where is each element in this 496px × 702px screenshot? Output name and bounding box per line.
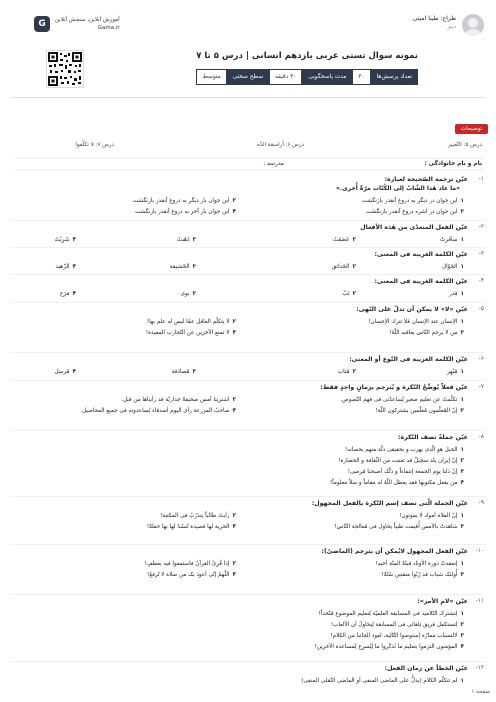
question-text: عیّن جملةً تصف النّکرة:	[397, 434, 468, 441]
stat-questions-value: ۳۰	[352, 69, 370, 85]
question-number: ۱۰-	[475, 548, 484, 554]
option-number: ۲	[232, 198, 236, 204]
question-text: عیّن الکلمة الغریبة فی المعنی:	[374, 278, 468, 285]
answer-option[interactable]	[146, 330, 236, 336]
stat-difficulty-label: سطح سختی	[227, 69, 269, 85]
question-text: عیّن الفعل المجهول لایُمکن أن یترجم (الماضیُ):	[321, 548, 468, 555]
brand-title: آموزش آنلاین، سنجش آنلاین	[55, 17, 120, 23]
question-text: عیّن الکلمة الغریبة فی المعنی:	[374, 251, 468, 258]
brand-logo: G	[34, 16, 50, 32]
option-number: ۳	[460, 633, 464, 639]
question-divider	[10, 496, 486, 497]
avatar	[462, 14, 484, 36]
option-number: ۳	[460, 209, 464, 215]
option-number: ۴	[232, 572, 236, 578]
option-number: ۱	[460, 291, 464, 297]
name-label: نام و نام خانوادگی :	[424, 161, 482, 167]
lesson-item: درس ۷: لا تكلّفوا	[75, 142, 114, 148]
question-divider	[10, 220, 486, 221]
option-number: ۴	[72, 237, 76, 243]
answer-option[interactable]	[60, 291, 76, 297]
option-number: ۴	[232, 209, 236, 215]
option-text: شاهدتُ بالأمس أُقیمت طبیاً یحاول فی مُعالجة النّاس!	[334, 524, 458, 530]
answer-option[interactable]	[145, 561, 236, 567]
option-text: مُرسِل	[54, 369, 70, 375]
option-text: لم تتکلّم الکلام (یدلُّ علی الماضی المنفی أو الماضی النّقلی المنفی)	[301, 678, 458, 684]
option-text: این جوان بار دیگر به دروغ آنقدر بازنگشت	[132, 198, 230, 204]
answer-option[interactable]	[181, 291, 196, 297]
question-divider	[10, 430, 486, 431]
stat-duration-value: ۳۰ دقیقه	[269, 69, 302, 85]
question-number: ۴-	[478, 278, 484, 284]
question-number: ۳-	[478, 251, 484, 257]
option-number: ۴	[72, 291, 76, 297]
answer-option[interactable]	[440, 237, 464, 243]
answer-option[interactable]	[135, 209, 236, 215]
answer-option[interactable]	[177, 237, 196, 243]
answer-option[interactable]	[334, 524, 464, 530]
question-text: عیّن «لا» لا یمکن أن تدلّ علی النّهی:	[356, 306, 468, 313]
option-text: سافَرتُ	[440, 237, 458, 243]
option-number: ۴	[460, 644, 464, 650]
option-number: ۲	[460, 622, 464, 628]
option-number: ۱	[460, 319, 464, 325]
question-number: ۷-	[478, 384, 484, 390]
question-divider	[10, 544, 486, 545]
question-number: ۶-	[478, 356, 484, 362]
question-number: ۱۲-	[475, 665, 484, 671]
answer-option[interactable]	[338, 458, 464, 464]
answer-option[interactable]	[375, 561, 464, 567]
answer-option[interactable]	[345, 447, 464, 453]
lesson-item: درس ۵: التّغییر	[447, 142, 482, 148]
lesson-item: درس ۶: آراسقة الدّه	[257, 142, 304, 148]
answer-option[interactable]	[442, 264, 464, 270]
answer-option[interactable]	[399, 513, 464, 519]
option-text: اشترینا أمس صحیفةً جداریّة قد رأیناها من قبل.	[121, 397, 230, 403]
answer-option[interactable]	[381, 572, 464, 578]
option-text: تَبْ	[342, 291, 350, 297]
option-text: لِتشترک التّلامیذ فی المسابقة العلمیّة لِتعلیم الموضوع مُتّحداً!	[318, 611, 458, 617]
option-text: مَرَح	[59, 291, 70, 297]
stat-questions-label: تعداد پرسش‌ها	[371, 69, 418, 85]
option-number: ۱	[460, 369, 464, 375]
option-number: ۱	[460, 561, 464, 567]
brand[interactable]	[34, 16, 120, 32]
option-text: مُتاب	[337, 369, 350, 375]
answer-option[interactable]	[333, 237, 356, 243]
answer-option[interactable]	[368, 319, 464, 325]
option-text: من لا یرحم النّاس یعاقبه اللّهُ!	[389, 330, 458, 336]
option-number: ۱	[460, 513, 464, 519]
option-text: إنّ الفلاة أمواد لا یموتون!	[399, 513, 458, 519]
option-text: این جوان در دیگر به دروغ آنقدر بازنگشت	[361, 198, 458, 204]
option-text: ذَهَبتُ	[176, 237, 190, 243]
option-text: این جوان بار آخر به دروغ آنقدر بازنگشت	[135, 209, 230, 215]
description-badge: توضیحات	[455, 124, 488, 134]
option-number: ۱	[460, 264, 464, 270]
brand-site: Gama.ir	[97, 25, 120, 31]
option-text: صاحبُ المزرعة رأی الیوم أصدقاء یُساعدونه فی جمیع المحاصیل.	[80, 408, 230, 414]
question-number: ۵-	[478, 306, 484, 312]
option-text: من یفعل مکتوبها فقد یعطل اللّهُ له مقاماً و سلاً معلوماً!	[329, 480, 458, 486]
question-text: عیّن «لام الأمر»:	[417, 598, 468, 605]
option-number: ۲	[352, 264, 356, 270]
answer-option[interactable]	[54, 369, 76, 375]
question-divider	[10, 661, 486, 662]
exam-stats	[196, 69, 418, 85]
option-number: ۱	[460, 611, 464, 617]
answer-option[interactable]	[331, 622, 464, 628]
option-number: ۱	[460, 678, 464, 684]
option-text: شَرِبْتُ	[54, 237, 70, 243]
option-number: ۴	[232, 408, 236, 414]
option-text: الحَشیمَة	[169, 264, 190, 270]
option-number: ۲	[232, 319, 236, 325]
school-label: مدرسه :	[263, 161, 284, 167]
option-text: أُولئک شباب قد رُبّوا منقتین سُتّةً!	[381, 572, 458, 578]
question-text: عیّن الخطأ عن زمان الفعل:	[384, 665, 468, 672]
option-text: الحَدائق	[331, 264, 350, 270]
option-text: قِدر	[449, 291, 458, 297]
stat-duration-label: مدت پاسخگویی	[302, 69, 352, 85]
question-divider	[10, 352, 486, 353]
answer-option[interactable]	[121, 397, 236, 403]
answer-option[interactable]	[80, 408, 236, 414]
question-subtext: «ما عاد هٰذا الشّابّ إلی الکُتّاب مرّةً أُخری.»	[336, 185, 460, 192]
answer-option[interactable]	[56, 264, 76, 270]
answer-option[interactable]	[172, 369, 196, 375]
option-number: ۱	[460, 237, 464, 243]
answer-option[interactable]	[449, 291, 464, 297]
option-number: ۲	[232, 397, 236, 403]
option-number: ۲	[460, 458, 464, 464]
header	[8, 8, 488, 94]
option-text: إنّ ذلنا یوم الجمعة إنتماءاً و ذلّک أصبحنا مُرضی!	[347, 469, 458, 475]
answer-option[interactable]	[147, 572, 236, 578]
option-text: إنعقدتْ دورة الأوتاد قبلةً المنّة أخیهِ!	[375, 561, 458, 567]
option-text: لا تمنع الآخرین عن التّجارب المفیدة!	[145, 330, 230, 336]
lesson-list	[14, 140, 484, 154]
option-number: ۳	[460, 572, 464, 578]
option-text: لا یتکلّم العاقل عمّا لیس له علم بها!	[146, 319, 230, 325]
student-info	[14, 158, 484, 170]
answer-option[interactable]	[340, 397, 464, 403]
option-text: عَصَفَتْ	[332, 237, 350, 243]
option-text: إذا قُرِئَ القرآنُ فاستمعوا فیه بعطفٍ!	[144, 561, 230, 567]
answer-option[interactable]	[330, 480, 464, 486]
option-text: الزّهید	[55, 264, 70, 270]
answer-option[interactable]	[348, 469, 464, 475]
answer-option[interactable]	[147, 319, 236, 325]
question-number: ۹-	[478, 500, 484, 506]
option-text: مُبْهِر	[447, 369, 458, 375]
option-number: ۱	[460, 198, 464, 204]
designer-name: طراح: طیبا امینی	[412, 15, 456, 22]
option-text: الجبل هو الّذی یهرب و بحقیقی ذلّة منهم بحصانه!	[344, 447, 458, 453]
question-number: ۸-	[478, 434, 484, 440]
question-text: عیّن فعلاً یُوضِّحُ النّکرة و یُترجم بزمانٍ واحدٍ فقط:	[320, 384, 468, 391]
answer-option[interactable]	[319, 611, 464, 617]
option-text: تکلّمتُ عن تعلیم صغیر یُساعدُنی فی فهم النّصوص.	[340, 397, 458, 403]
answer-option[interactable]	[338, 369, 356, 375]
answer-option[interactable]	[55, 237, 76, 243]
option-number: ۳	[460, 524, 464, 530]
question-number: ۲-	[478, 224, 484, 230]
answer-option[interactable]	[375, 408, 464, 414]
option-number: ۴	[460, 480, 464, 486]
option-number: ۱	[460, 447, 464, 453]
option-text: الحریة لها قصیدة تُنشَدُ لها بها حفلةً!	[146, 524, 230, 530]
question-text: عیّن الجملة الّتی تصف إسم النّکرة بالفعل المجهول:	[311, 500, 468, 507]
question-text: عیّن الفعل المتعدّی من هٰذه الأفعال	[360, 224, 468, 231]
question-number: ۱۱-	[475, 598, 484, 604]
option-text: رأیتُ طالباً یتدرّبُ فی المکتبة!	[160, 513, 230, 519]
answer-option[interactable]	[366, 209, 464, 215]
question-divider	[10, 274, 486, 275]
qr-code-icon	[46, 50, 84, 88]
option-number: ۳	[192, 369, 196, 375]
option-text: المؤمنون التزموا بتعلیم ما ثَذکَروا ما لِیُسرِع لِمساعدة الأخرین!	[314, 644, 458, 650]
option-number: ۳	[192, 264, 196, 270]
option-text: مُصادَقة	[171, 369, 190, 375]
designer-role: دبیر	[447, 24, 456, 30]
answer-option[interactable]	[133, 198, 236, 204]
answer-option[interactable]	[362, 198, 464, 204]
option-number: ۳	[460, 408, 464, 414]
option-text: اللّهمّ إنّی أعوذ بک من صلاة لا تُرفعُ!	[146, 572, 230, 578]
option-number: ۲	[352, 369, 356, 375]
option-number: ۲	[232, 513, 236, 519]
question-divider	[10, 302, 486, 303]
question-text: عیّن الکلمة الغریبة فی النّوع أو المعنی:	[349, 356, 468, 363]
answer-option[interactable]	[332, 264, 356, 270]
answer-option[interactable]	[170, 264, 196, 270]
option-text: الجَوّال	[442, 264, 458, 270]
option-text: نوی	[180, 291, 190, 297]
answer-option[interactable]	[160, 513, 236, 519]
answer-option[interactable]	[330, 633, 464, 639]
option-number: ۳	[192, 237, 196, 243]
option-number: ۳	[460, 330, 464, 336]
question-text: عیّن ترجمة الصّحیحة لعبارة:	[384, 176, 468, 183]
answer-option[interactable]	[315, 644, 464, 650]
answer-option[interactable]	[147, 524, 236, 530]
option-number: ۲	[352, 291, 356, 297]
option-number: ۳	[192, 291, 196, 297]
option-text: لالتسباب ممارّة إستوصوا التّالیة، لعود الجانبا من الکلام!	[330, 633, 458, 639]
answer-option[interactable]	[447, 369, 464, 375]
option-text: الإنسان عند الإنسان قلا تترك الإحسان!	[368, 319, 458, 325]
question-divider	[10, 380, 486, 381]
option-number: ۲	[352, 237, 356, 243]
designer-info	[413, 14, 484, 36]
answer-option[interactable]	[389, 330, 464, 336]
answer-option[interactable]	[342, 291, 356, 297]
option-text: إنّ إیران بلد سجیلٌ قد تعتبت من الثّقافة و الحضارة!	[338, 458, 458, 464]
divider	[10, 97, 486, 98]
question-divider	[10, 594, 486, 595]
exam-title: نمونه سوال تستی عربی یازدهم انسانی | درس ۵ تا ۷	[196, 51, 418, 61]
option-text: إنّ المُعلّمون مُعلّمین یشترکون اللّهَ!	[375, 408, 458, 414]
stat-difficulty-value: متوسط	[196, 69, 226, 85]
option-number: ۴	[232, 524, 236, 530]
option-number: ۴	[72, 264, 76, 270]
option-text: این جوان در اشره دروغ آنقدر بازنگشت	[366, 209, 458, 215]
question-divider	[10, 247, 486, 248]
option-number: ۱	[460, 397, 464, 403]
option-number: ۴	[72, 369, 76, 375]
answer-option[interactable]	[301, 678, 464, 684]
page-number: صفحه ۱	[471, 689, 490, 695]
option-text: لِتستکمل فریق تِلقائی فی المسابقة لِیحاولَ أن الألعاب!	[330, 622, 458, 628]
option-number: ۴	[232, 330, 236, 336]
option-number: ۳	[460, 469, 464, 475]
option-number: ۲	[232, 561, 236, 567]
question-number: ۱-	[478, 176, 484, 182]
